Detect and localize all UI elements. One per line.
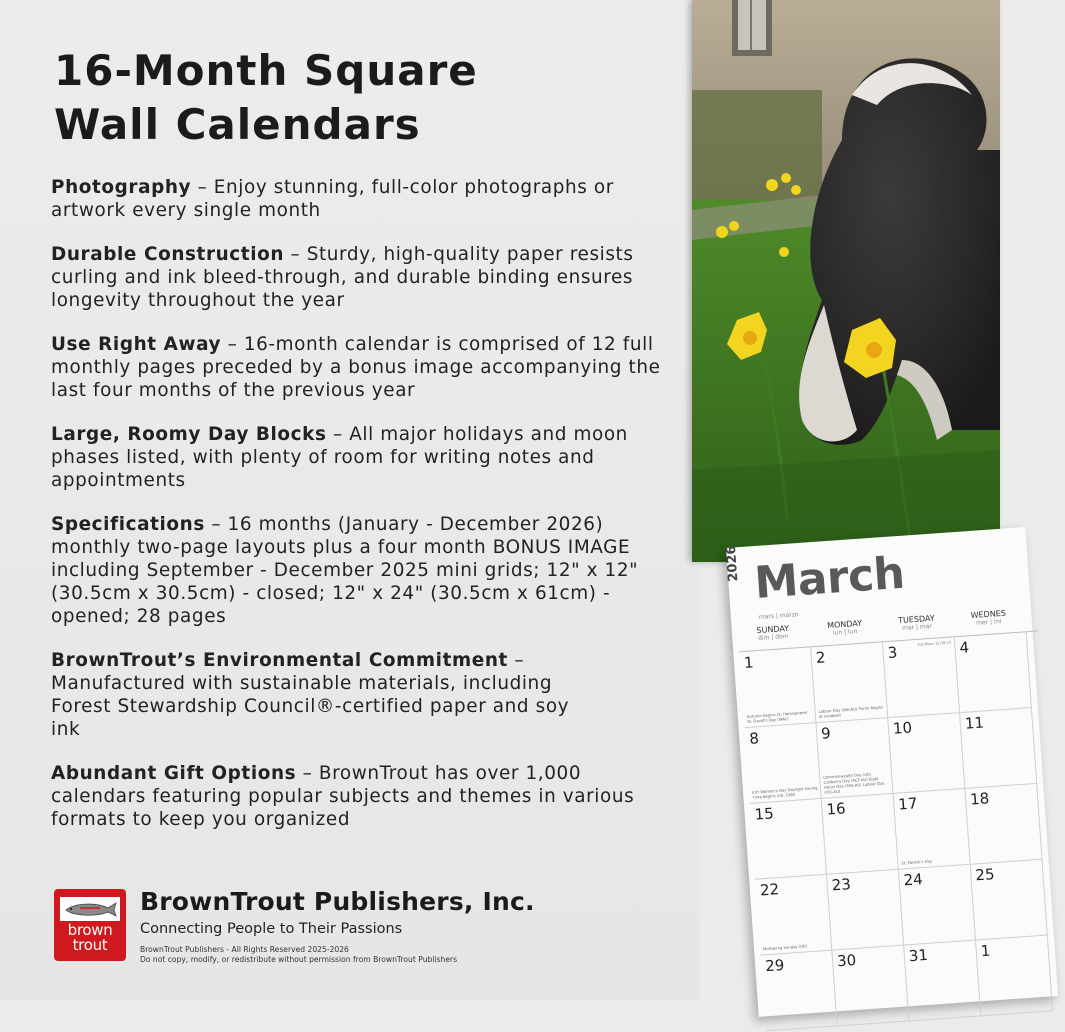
day-cell	[965, 784, 1042, 865]
husky-daffodils-image	[692, 0, 1000, 562]
day-cell	[899, 865, 976, 946]
day-translation: mer | mi	[975, 617, 1002, 627]
holiday-note: Int'l Women's Day Daylight Saving Time begins (US, CAN)	[751, 785, 818, 800]
day-number: 29	[764, 955, 785, 976]
day-cell	[955, 632, 1032, 713]
day-translation: dim | dom	[757, 632, 789, 642]
day-cell	[811, 642, 888, 723]
day-number: 9	[820, 724, 832, 743]
day-number: 3	[887, 643, 898, 662]
day-cell	[745, 723, 822, 804]
feature-text: – Enjoy stunning, full-color photographs or artwork every single month	[51, 177, 614, 221]
day-name: MONDAY	[826, 618, 863, 631]
day-name: SUNDAY	[756, 623, 790, 636]
calendar-month-title: March	[752, 547, 907, 610]
day-header-wednesday	[953, 607, 1024, 628]
day-name: TUESDAY	[897, 613, 936, 626]
title-line: Wall Calendars	[54, 100, 421, 149]
day-number: 2	[815, 648, 827, 667]
feature-heading: BrownTrout’s Environmental Commitment	[51, 650, 508, 671]
day-cell	[904, 941, 981, 1022]
day-cell	[827, 870, 904, 951]
day-cell	[971, 860, 1048, 941]
logo-line: brown	[67, 921, 113, 939]
day-cell	[894, 789, 971, 870]
feature-heading: Abundant Gift Options	[51, 763, 297, 784]
day-number: 15	[754, 804, 775, 824]
day-cell	[739, 647, 816, 728]
publisher-block	[54, 889, 694, 969]
trout-icon	[60, 897, 120, 921]
day-number: 11	[964, 713, 985, 733]
holiday-note: Commonwealth Day (UK) Canberra Day (ACT-AU) Eight Hours Day (TAS-AU) Labour Day (VIC-AU)	[823, 771, 885, 795]
feature-heading: Use Right Away	[51, 334, 222, 355]
feature-text: – Manufactured with sustainable materials, including Forest Stewardship Council®-certified paper and soy ink	[51, 650, 570, 740]
logo-line: trout	[72, 936, 108, 954]
day-number: 1	[743, 653, 755, 672]
publisher-name: BrownTrout Publishers, Inc.	[140, 887, 535, 916]
feature-text: – 16 months (January - December 2026) monthly two-page layouts plus a four month BONUS IMAGE including September - December 2025 mini grids; 12" x 12" (30.5cm x 30.5cm) - closed; 12" x 24" (30.5cm x 61cm) - opened; 28 pages	[51, 514, 639, 627]
day-number: 17	[897, 794, 918, 814]
feature-text: – BrownTrout has over 1,000 calendars featuring popular subjects and themes in various formats to keep you organized	[51, 763, 635, 830]
day-cell	[888, 713, 965, 794]
calendar-year: 2026	[723, 544, 742, 583]
day-header-sunday	[738, 623, 809, 644]
holiday-note: Autumn begins (S. Hemisphere) St. David's Day (WAL)	[746, 709, 808, 724]
day-number: 31	[908, 945, 929, 966]
calendar-page	[723, 527, 1058, 1017]
rights-line: Do not copy, modify, or redistribute without permission from BrownTrout Publishers	[140, 955, 458, 964]
day-cell	[816, 718, 893, 799]
day-cell	[883, 637, 960, 718]
moon-phase-note: Full Moon 11:38 UT	[917, 640, 952, 647]
feature-photography	[51, 176, 671, 222]
day-number: 18	[969, 789, 990, 809]
calendar-month-translations: mars | marzo	[758, 611, 799, 621]
page-title	[54, 44, 654, 152]
feature-list	[51, 176, 671, 852]
feature-text: – Sturdy, high-quality paper resists curling and ink bleed-through, and durable binding ensures longevity throughout the year	[51, 244, 634, 311]
day-number: 30	[836, 950, 857, 971]
feature-heading: Specifications	[51, 514, 205, 535]
day-name: WEDNES	[970, 608, 1007, 621]
feature-heading: Durable Construction	[51, 244, 285, 265]
feature-use-right-away	[51, 333, 671, 402]
day-number: 25	[974, 865, 996, 885]
day-number: 8	[748, 729, 760, 748]
day-number: 22	[759, 880, 780, 900]
day-cell	[755, 875, 832, 956]
day-cell	[761, 951, 838, 1032]
feature-heading: Photography	[51, 177, 192, 198]
day-cell	[960, 708, 1037, 789]
feature-durable-construction	[51, 243, 671, 312]
day-number: 4	[958, 638, 970, 657]
day-translation: mar | mar	[901, 622, 933, 632]
holiday-note: Labour Day (WA-AU) Purim begins at sundown	[818, 704, 884, 719]
feature-environmental	[51, 649, 591, 741]
day-translation: lun | lun	[832, 628, 858, 637]
calendar-grid	[739, 630, 1065, 1031]
day-cell	[832, 946, 909, 1027]
day-number: 23	[831, 875, 852, 895]
feature-specifications	[51, 513, 671, 628]
husky-photo	[692, 0, 1000, 562]
feature-gift-options	[51, 762, 671, 831]
rights-line: BrownTrout Publishers - All Rights Reserved 2025-2026	[140, 945, 349, 954]
day-number: 16	[825, 799, 847, 819]
publisher-rights	[140, 945, 457, 965]
day-cell	[976, 935, 1053, 1016]
feature-heading: Large, Roomy Day Blocks	[51, 424, 327, 445]
day-header-tuesday	[881, 612, 952, 633]
day-number: 1	[980, 941, 991, 961]
day-cell	[822, 794, 899, 875]
feature-text: – All major holidays and moon phases listed, with plenty of room for writing notes and appointments	[51, 424, 628, 491]
publisher-tagline: Connecting People to Their Passions	[140, 921, 403, 937]
feature-text: – 16-month calendar is comprised of 12 full monthly pages preceded by a bonus image accompanying the last four months of the previous year	[51, 334, 661, 401]
title-line: 16-Month Square	[54, 46, 478, 95]
browntrout-logo	[54, 889, 126, 961]
holiday-note: St. Patrick's Day	[901, 858, 933, 866]
logo-wordmark	[54, 923, 126, 953]
holiday-note: Mothering Sunday (UK)	[762, 943, 808, 952]
day-header-monday	[809, 617, 880, 638]
day-cell	[750, 799, 827, 880]
day-number: 10	[892, 718, 913, 738]
day-number: 24	[902, 870, 924, 890]
feature-day-blocks	[51, 423, 671, 492]
